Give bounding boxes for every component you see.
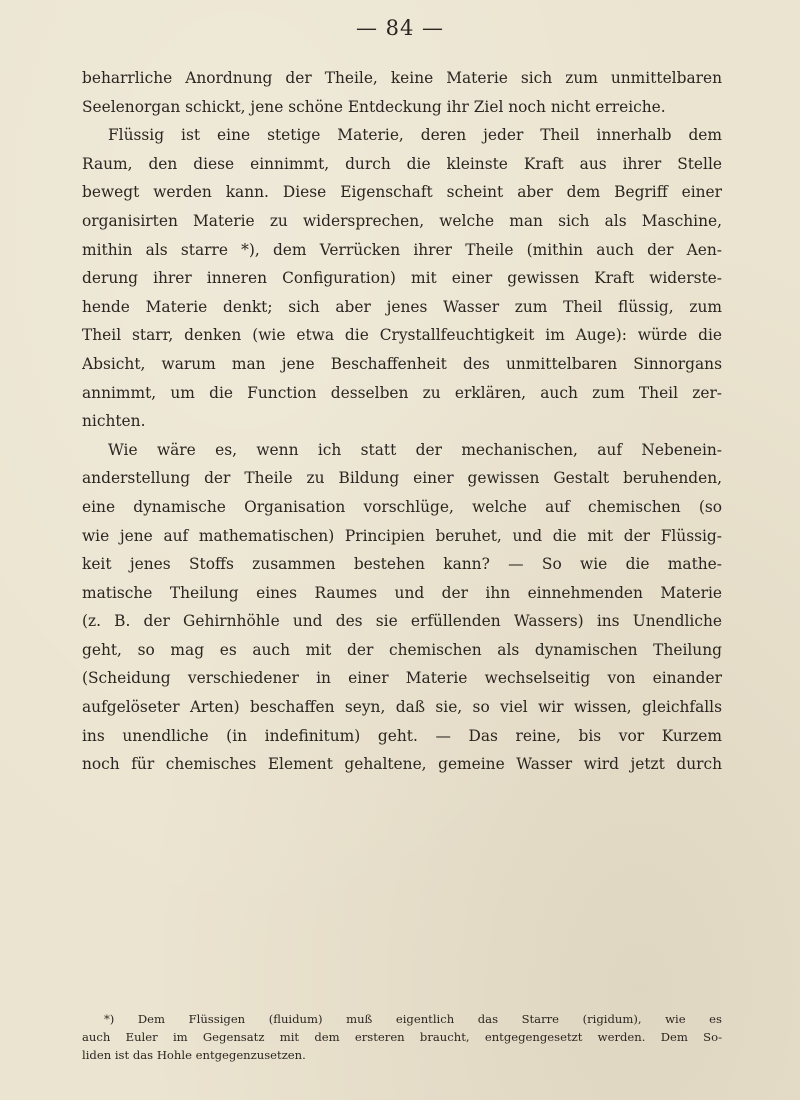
text-line: ins unendliche (in indefinitum) geht. — Das reine, bis vor Kurzem [82,726,722,745]
text-line: bewegt werden kann. Diese Eigenschaft scheint aber dem Begriff einer [82,183,722,202]
text-line: derung ihrer inneren Configuration) mit einer gewissen Kraft widerste- [82,269,722,288]
text-line: aufgelöseter Arten) beschaffen seyn, daß sie, so viel wir wissen, gleichfalls [82,698,722,717]
text-line: Raum, den diese einnimmt, durch die kleinste Kraft aus ihrer Stelle [82,154,722,173]
text-line: hende Materie denkt; sich aber jenes Wasser zum Theil flüssig, zum [82,297,722,316]
text-line: eine dynamische Organisation vorschlüge, welche auf chemischen (so [82,497,722,516]
text-line: nichten. [82,412,146,431]
main-text [82,64,722,779]
text-line: noch für chemisches Element gehaltene, gemeine Wasser wird jetzt durch [82,755,722,774]
text-line: Flüssig ist eine stetige Materie, deren jeder Theil innerhalb dem [108,126,722,145]
text-line: beharrliche Anordnung der Theile, keine Materie sich zum unmittelbaren [82,69,722,87]
footnote-line: liden ist das Hohle entgegenzusetzen. [82,1048,306,1062]
text-line: matische Theilung eines Raumes und der ihn einnehmenden Materie [82,583,722,602]
text-line: (Scheidung verschiedener in einer Materie wechselseitig von einander [82,669,722,688]
text-line: mithin als starre *), dem Verrücken ihrer Theile (mithin auch der Aen- [82,240,722,259]
text-line: (z. B. der Gehirnhöhle und des sie erfüllenden Wassers) ins Unendliche [82,612,722,631]
text-line: Seelenorgan schickt, jene schöne Entdeckung ihr Ziel noch nicht erreiche. [82,97,666,116]
text-line: wie jene auf mathematischen) Principien beruhet, und die mit der Flüssig- [82,526,722,545]
text-line: geht, so mag es auch mit der chemischen als dynamischen Theilung [82,640,722,659]
text-line: Absicht, warum man jene Beschaffenheit des unmittelbaren Sinnorgans [82,354,722,373]
text-line: organisirten Materie zu widersprechen, welche man sich als Maschine, [82,211,722,230]
text-line: annimmt, um die Function desselben zu erklären, auch zum Theil zer- [82,383,722,402]
text-line: anderstellung der Theile zu Bildung einer gewissen Gestalt beruhenden, [82,469,722,488]
footnote-line: *) Dem Flüssigen (fluidum) muß eigentlich das Starre (rigidum), wie es [104,1012,722,1026]
page-number: — 84 — [355,16,445,40]
text-line: keit jenes Stoffs zusammen bestehen kann? — So wie die mathe- [82,555,722,574]
footnote-line: auch Euler im Gegensatz mit dem ersteren braucht, entgegengesetzt werden. Dem So- [82,1030,722,1044]
text-line: Wie wäre es, wenn ich statt der mechanischen, auf Nebenein- [108,440,722,459]
text-line: Theil starr, denken (wie etwa die Crystallfeuchtigkeit im Auge): würde die [82,326,722,345]
footnote [82,1010,722,1064]
